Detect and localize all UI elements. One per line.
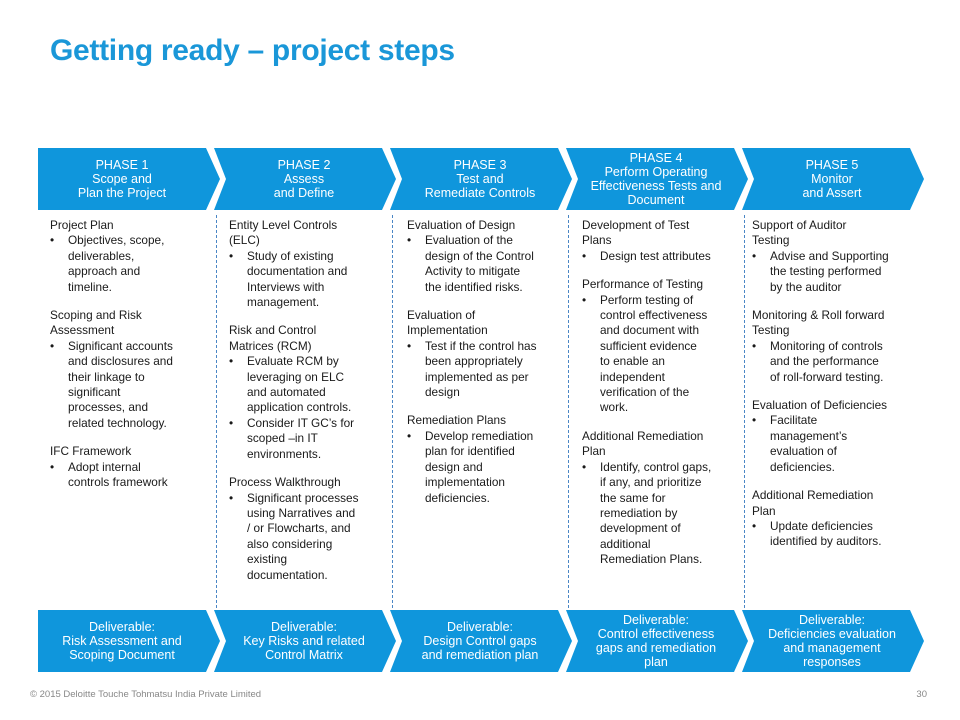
- slide-title: Getting ready – project steps: [50, 34, 455, 67]
- bullet-list: [229, 249, 379, 311]
- deliverable-chevron-label-3: Deliverable: Design Control gaps and remediation plan: [421, 620, 539, 662]
- phase-chevron-label-5: PHASE 5 Monitor and Assert: [802, 158, 862, 200]
- deliverable-chevron-row: [0, 610, 960, 672]
- phase-section: [752, 398, 902, 475]
- bullet-list: [752, 413, 902, 475]
- phase-section: [407, 308, 557, 400]
- phase-column-3: [407, 218, 557, 519]
- bullet-item: • Monitoring of controls and the performance of roll-forward testing.: [752, 339, 902, 385]
- phase-section: [229, 323, 379, 462]
- bullet-item: • Facilitate management’s evaluation of deficiencies.: [752, 413, 902, 475]
- bullet-list: [407, 233, 557, 295]
- section-title: Remediation Plans: [407, 413, 507, 428]
- section-title: Additional Remediation Plan: [752, 488, 874, 518]
- bullet-item: • Adopt internal controls framework: [50, 460, 200, 491]
- bullet-list: [50, 460, 200, 491]
- phase-section: [229, 218, 379, 310]
- bullet-item: • Develop remediation plan for identified design and implementation deficiencies.: [407, 429, 557, 506]
- bullet-item: • Significant processes using Narratives and / or Flowcharts, and also considering existing documentation.: [229, 491, 379, 583]
- bullet-item: • Study of existing documentation and Interviews with management.: [229, 249, 379, 311]
- bullet-item: • Consider IT GC’s for scoped –in IT environments.: [229, 416, 379, 462]
- phase-section: [582, 429, 732, 568]
- bullet-list: [229, 354, 379, 462]
- bullet-list: [407, 339, 557, 401]
- bullet-item: • Test if the control has been appropriately implemented as per design: [407, 339, 557, 401]
- bullet-item: • Advise and Supporting the testing performed by the auditor: [752, 249, 902, 295]
- phase-section: [229, 475, 379, 583]
- bullet-list: [582, 293, 732, 416]
- section-title: IFC Framework: [50, 444, 132, 459]
- section-title: Risk and Control Matrices (RCM): [229, 323, 317, 353]
- bullet-item: • Update deficiencies identified by auditors.: [752, 519, 902, 550]
- section-title: Evaluation of Deficiencies: [752, 398, 888, 413]
- phase-column-2: [229, 218, 379, 596]
- phase-section: [752, 488, 902, 550]
- bullet-list: [50, 233, 200, 295]
- bullet-item: • Design test attributes: [582, 249, 732, 264]
- section-title: Evaluation of Implementation: [407, 308, 488, 338]
- phase-chevron-row: [0, 148, 960, 210]
- deliverable-chevron-label-5: Deliverable: Deficiencies evaluation and management responses: [768, 613, 896, 669]
- bullet-item: • Significant accounts and disclosures and their linkage to significant processes, and related technology.: [50, 339, 200, 431]
- section-title: Scoping and Risk Assessment: [50, 308, 142, 338]
- bullet-list: [752, 339, 902, 385]
- column-divider: [744, 215, 745, 608]
- column-divider: [568, 215, 569, 608]
- column-divider: [392, 215, 393, 608]
- bullet-item: • Perform testing of control effectiveness and document with sufficient evidence to enable an independent verification of the work.: [582, 293, 732, 416]
- phase-column-4: [582, 218, 732, 581]
- bullet-item: • Evaluate RCM by leveraging on ELC and automated application controls.: [229, 354, 379, 416]
- bullet-item: • Evaluation of the design of the Control Activity to mitigate the identified risks.: [407, 233, 557, 295]
- section-title: Performance of Testing: [582, 277, 704, 292]
- phase-section: [752, 308, 902, 385]
- section-title: Monitoring & Roll forward Testing: [752, 308, 885, 338]
- phase-column-1: [50, 218, 200, 504]
- phase-section: [582, 277, 732, 416]
- section-title: Support of Auditor Testing: [752, 218, 847, 248]
- bullet-item: • Identify, control gaps, if any, and prioritize the same for remediation by development of additional Remediation Plans.: [582, 460, 732, 568]
- section-title: Evaluation of Design: [407, 218, 516, 232]
- phase-chevron-label-1: PHASE 1 Scope and Plan the Project: [77, 158, 167, 200]
- phase-section: [50, 444, 200, 490]
- section-title: Additional Remediation Plan: [582, 428, 704, 459]
- phase-section: [582, 218, 732, 264]
- bullet-list: [407, 429, 557, 506]
- bullet-list: [50, 339, 200, 431]
- footer-copyright: © 2015 Deloitte Touche Tohmatsu India Private Limited: [30, 689, 262, 700]
- deliverable-chevron-label-2: Deliverable: Key Risks and related Control Matrix: [243, 620, 365, 662]
- section-title: Project Plan: [50, 218, 114, 232]
- phase-section: [407, 218, 557, 295]
- bullet-list: [582, 249, 732, 264]
- column-divider: [216, 215, 217, 608]
- bullet-list: [752, 519, 902, 550]
- bullet-list: [229, 491, 379, 583]
- section-title: Process Walkthrough: [229, 475, 341, 490]
- phase-section: [407, 413, 557, 505]
- page-number: 30: [916, 689, 927, 700]
- phase-column-5: [752, 218, 902, 563]
- phase-section: [752, 218, 902, 295]
- section-title: Development of Test Plans: [582, 218, 690, 248]
- bullet-list: [582, 460, 732, 568]
- bullet-item: • Objectives, scope, deliverables, approach and timeline.: [50, 233, 200, 295]
- phase-section: [50, 308, 200, 431]
- phase-chevron-label-2: PHASE 2 Assess and Define: [273, 158, 335, 200]
- deliverable-chevron-label-1: Deliverable: Risk Assessment and Scoping Document: [62, 620, 182, 662]
- phase-chevron-label-4: PHASE 4 Perform Operating Effectiveness Tests and Document: [590, 151, 722, 207]
- deliverable-chevron-label-4: Deliverable: Control effectiveness gaps and remediation plan: [595, 613, 717, 669]
- section-title: Entity Level Controls (ELC): [229, 218, 338, 248]
- phase-chevron-label-3: PHASE 3 Test and Remediate Controls: [424, 158, 536, 200]
- bullet-list: [752, 249, 902, 295]
- phase-section: [50, 218, 200, 295]
